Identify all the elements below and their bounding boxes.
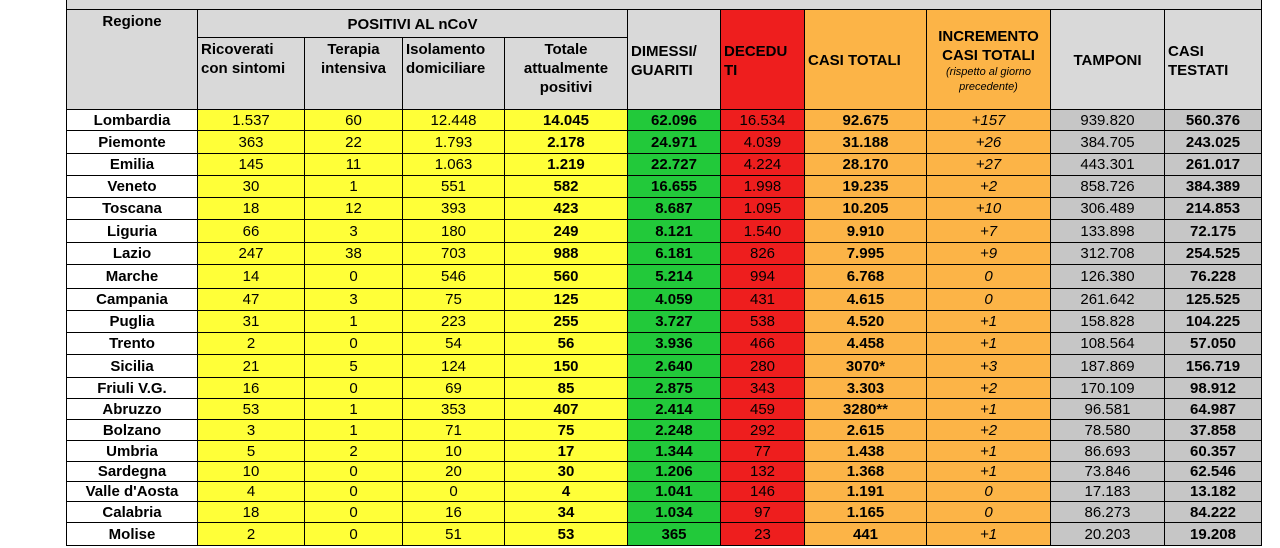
cell-casi-testati: 125.525 <box>1164 288 1262 311</box>
header-ricoverati: Ricoverati con sintomi <box>197 37 305 110</box>
cell-terapia: 5 <box>304 354 403 378</box>
cell-terapia: 2 <box>304 440 403 462</box>
cell-incremento: +27 <box>926 153 1051 176</box>
cell-regione: Molise <box>66 522 198 546</box>
cell-tamponi: 187.869 <box>1050 354 1165 378</box>
cell-ricoverati: 16 <box>197 377 305 399</box>
cell-casi-totali: 1.191 <box>804 481 927 502</box>
cell-isolamento: 353 <box>402 398 505 420</box>
cell-casi-totali: 3070* <box>804 354 927 378</box>
cell-ricoverati: 2 <box>197 332 305 355</box>
cell-regione: Trento <box>66 332 198 355</box>
cell-tamponi: 384.705 <box>1050 130 1165 154</box>
cell-incremento: 0 <box>926 288 1051 311</box>
cell-incremento: 0 <box>926 481 1051 502</box>
cell-dimessi: 3.936 <box>627 332 721 355</box>
cell-totale: 249 <box>504 219 628 243</box>
cell-casi-testati: 57.050 <box>1164 332 1262 355</box>
cell-regione: Lombardia <box>66 109 198 131</box>
cell-incremento: +2 <box>926 175 1051 198</box>
header-dimessi: DIMESSI/ GUARITI <box>627 9 721 110</box>
cell-isolamento: 1.793 <box>402 130 505 154</box>
cell-terapia: 60 <box>304 109 403 131</box>
cell-casi-totali: 4.615 <box>804 288 927 311</box>
header-regione: Regione <box>66 9 198 110</box>
cell-dimessi: 8.687 <box>627 197 721 220</box>
cell-casi-testati: 156.719 <box>1164 354 1262 378</box>
cell-casi-totali: 9.910 <box>804 219 927 243</box>
cell-totale: 2.178 <box>504 130 628 154</box>
cell-casi-testati: 13.182 <box>1164 481 1262 502</box>
cell-regione: Toscana <box>66 197 198 220</box>
cell-casi-totali: 28.170 <box>804 153 927 176</box>
cell-tamponi: 261.642 <box>1050 288 1165 311</box>
cell-terapia: 1 <box>304 175 403 198</box>
cell-terapia: 0 <box>304 461 403 482</box>
cell-dimessi: 24.971 <box>627 130 721 154</box>
cell-incremento: +9 <box>926 242 1051 265</box>
cell-tamponi: 126.380 <box>1050 264 1165 289</box>
cell-regione: Friuli V.G. <box>66 377 198 399</box>
cell-dimessi: 16.655 <box>627 175 721 198</box>
cell-deceduti: 4.224 <box>720 153 805 176</box>
header-incremento <box>926 9 1051 110</box>
cell-totale: 423 <box>504 197 628 220</box>
cell-deceduti: 146 <box>720 481 805 502</box>
cell-dimessi: 1.344 <box>627 440 721 462</box>
cell-casi-totali: 4.520 <box>804 310 927 333</box>
cell-incremento: +1 <box>926 440 1051 462</box>
cell-isolamento: 20 <box>402 461 505 482</box>
cell-deceduti: 538 <box>720 310 805 333</box>
cell-dimessi: 1.034 <box>627 501 721 523</box>
cell-dimessi: 8.121 <box>627 219 721 243</box>
cell-casi-testati: 560.376 <box>1164 109 1262 131</box>
cell-incremento: +1 <box>926 332 1051 355</box>
cell-tamponi: 17.183 <box>1050 481 1165 502</box>
cell-tamponi: 858.726 <box>1050 175 1165 198</box>
cell-ricoverati: 14 <box>197 264 305 289</box>
cell-isolamento: 703 <box>402 242 505 265</box>
cell-dimessi: 4.059 <box>627 288 721 311</box>
cell-incremento: 0 <box>926 501 1051 523</box>
cell-ricoverati: 66 <box>197 219 305 243</box>
cell-casi-totali: 4.458 <box>804 332 927 355</box>
cell-regione: Veneto <box>66 175 198 198</box>
cell-terapia: 0 <box>304 522 403 546</box>
cell-incremento: +1 <box>926 522 1051 546</box>
cell-incremento: +7 <box>926 219 1051 243</box>
cell-deceduti: 431 <box>720 288 805 311</box>
cell-dimessi: 22.727 <box>627 153 721 176</box>
cell-casi-testati: 62.546 <box>1164 461 1262 482</box>
cell-tamponi: 96.581 <box>1050 398 1165 420</box>
cell-terapia: 12 <box>304 197 403 220</box>
cell-casi-testati: 72.175 <box>1164 219 1262 243</box>
cell-casi-totali: 1.165 <box>804 501 927 523</box>
cell-incremento: +1 <box>926 310 1051 333</box>
cell-isolamento: 551 <box>402 175 505 198</box>
cell-isolamento: 51 <box>402 522 505 546</box>
cell-dimessi: 2.640 <box>627 354 721 378</box>
cell-deceduti: 77 <box>720 440 805 462</box>
cell-terapia: 0 <box>304 332 403 355</box>
cell-isolamento: 0 <box>402 481 505 502</box>
cell-tamponi: 86.273 <box>1050 501 1165 523</box>
header-incremento-label: INCREMENTO CASI TOTALI <box>938 27 1039 64</box>
cell-totale: 85 <box>504 377 628 399</box>
cell-tamponi: 133.898 <box>1050 219 1165 243</box>
cell-casi-testati: 261.017 <box>1164 153 1262 176</box>
cell-totale: 150 <box>504 354 628 378</box>
cell-tamponi: 312.708 <box>1050 242 1165 265</box>
cell-casi-totali: 3280** <box>804 398 927 420</box>
cell-incremento: +26 <box>926 130 1051 154</box>
cell-deceduti: 1.998 <box>720 175 805 198</box>
cell-isolamento: 10 <box>402 440 505 462</box>
cell-isolamento: 1.063 <box>402 153 505 176</box>
cell-ricoverati: 21 <box>197 354 305 378</box>
cell-regione: Calabria <box>66 501 198 523</box>
cell-tamponi: 158.828 <box>1050 310 1165 333</box>
cell-isolamento: 69 <box>402 377 505 399</box>
cell-casi-totali: 10.205 <box>804 197 927 220</box>
cell-totale: 4 <box>504 481 628 502</box>
cell-terapia: 3 <box>304 288 403 311</box>
cell-deceduti: 459 <box>720 398 805 420</box>
cell-terapia: 0 <box>304 377 403 399</box>
cell-dimessi: 2.875 <box>627 377 721 399</box>
header-casi-totali: CASI TOTALI <box>804 9 927 110</box>
cell-tamponi: 86.693 <box>1050 440 1165 462</box>
cell-dimessi: 5.214 <box>627 264 721 289</box>
cell-isolamento: 180 <box>402 219 505 243</box>
header-casi-testati: CASI TESTATI <box>1164 9 1262 110</box>
cell-incremento: +2 <box>926 419 1051 441</box>
header-isolamento: Isolamento domiciliare <box>402 37 505 110</box>
cell-dimessi: 6.181 <box>627 242 721 265</box>
cell-isolamento: 12.448 <box>402 109 505 131</box>
cell-regione: Lazio <box>66 242 198 265</box>
cell-casi-testati: 76.228 <box>1164 264 1262 289</box>
cell-totale: 582 <box>504 175 628 198</box>
cell-casi-testati: 214.853 <box>1164 197 1262 220</box>
cell-totale: 125 <box>504 288 628 311</box>
header-deceduti: DECEDU TI <box>720 9 805 110</box>
cell-tamponi: 170.109 <box>1050 377 1165 399</box>
cell-terapia: 11 <box>304 153 403 176</box>
cell-totale: 407 <box>504 398 628 420</box>
cell-deceduti: 994 <box>720 264 805 289</box>
cell-dimessi: 2.414 <box>627 398 721 420</box>
cell-deceduti: 23 <box>720 522 805 546</box>
cell-deceduti: 466 <box>720 332 805 355</box>
cell-casi-testati: 64.987 <box>1164 398 1262 420</box>
cell-totale: 56 <box>504 332 628 355</box>
header-tamponi: TAMPONI <box>1050 9 1165 110</box>
cell-ricoverati: 53 <box>197 398 305 420</box>
cell-casi-totali: 1.368 <box>804 461 927 482</box>
cell-isolamento: 54 <box>402 332 505 355</box>
cell-terapia: 1 <box>304 310 403 333</box>
cell-dimessi: 365 <box>627 522 721 546</box>
cell-tamponi: 73.846 <box>1050 461 1165 482</box>
cell-ricoverati: 31 <box>197 310 305 333</box>
cell-regione: Liguria <box>66 219 198 243</box>
cell-regione: Sardegna <box>66 461 198 482</box>
cell-incremento: +3 <box>926 354 1051 378</box>
cell-regione: Puglia <box>66 310 198 333</box>
cell-deceduti: 1.095 <box>720 197 805 220</box>
cell-terapia: 3 <box>304 219 403 243</box>
cell-regione: Marche <box>66 264 198 289</box>
cell-totale: 34 <box>504 501 628 523</box>
cell-totale: 560 <box>504 264 628 289</box>
cell-casi-testati: 384.389 <box>1164 175 1262 198</box>
cell-dimessi: 1.041 <box>627 481 721 502</box>
cell-casi-totali: 6.768 <box>804 264 927 289</box>
cell-casi-totali: 7.995 <box>804 242 927 265</box>
cell-isolamento: 223 <box>402 310 505 333</box>
cell-deceduti: 343 <box>720 377 805 399</box>
header-positivi-group: POSITIVI AL nCoV <box>197 9 628 38</box>
cell-casi-totali: 1.438 <box>804 440 927 462</box>
cell-deceduti: 1.540 <box>720 219 805 243</box>
cell-dimessi: 1.206 <box>627 461 721 482</box>
cell-totale: 17 <box>504 440 628 462</box>
cell-regione: Abruzzo <box>66 398 198 420</box>
cell-deceduti: 292 <box>720 419 805 441</box>
cell-terapia: 22 <box>304 130 403 154</box>
cell-ricoverati: 47 <box>197 288 305 311</box>
cell-tamponi: 939.820 <box>1050 109 1165 131</box>
cell-dimessi: 3.727 <box>627 310 721 333</box>
cell-ricoverati: 5 <box>197 440 305 462</box>
cell-regione: Piemonte <box>66 130 198 154</box>
cell-incremento: +1 <box>926 461 1051 482</box>
cell-incremento: +10 <box>926 197 1051 220</box>
cell-terapia: 0 <box>304 264 403 289</box>
cell-tamponi: 443.301 <box>1050 153 1165 176</box>
cell-totale: 53 <box>504 522 628 546</box>
header-totale: Totale attualmente positivi <box>504 37 628 110</box>
cell-casi-testati: 98.912 <box>1164 377 1262 399</box>
cell-tamponi: 78.580 <box>1050 419 1165 441</box>
cell-ricoverati: 4 <box>197 481 305 502</box>
cell-isolamento: 71 <box>402 419 505 441</box>
cell-ricoverati: 2 <box>197 522 305 546</box>
cell-ricoverati: 10 <box>197 461 305 482</box>
cell-totale: 255 <box>504 310 628 333</box>
cell-casi-totali: 31.188 <box>804 130 927 154</box>
cell-casi-totali: 2.615 <box>804 419 927 441</box>
cell-dimessi: 62.096 <box>627 109 721 131</box>
cell-isolamento: 75 <box>402 288 505 311</box>
cell-regione: Campania <box>66 288 198 311</box>
cell-deceduti: 280 <box>720 354 805 378</box>
cell-terapia: 38 <box>304 242 403 265</box>
cell-casi-testati: 19.208 <box>1164 522 1262 546</box>
cell-totale: 1.219 <box>504 153 628 176</box>
cell-totale: 14.045 <box>504 109 628 131</box>
cell-casi-testati: 60.357 <box>1164 440 1262 462</box>
cell-regione: Umbria <box>66 440 198 462</box>
cell-isolamento: 546 <box>402 264 505 289</box>
cell-casi-testati: 37.858 <box>1164 419 1262 441</box>
cell-regione: Sicilia <box>66 354 198 378</box>
cell-casi-totali: 92.675 <box>804 109 927 131</box>
cell-ricoverati: 363 <box>197 130 305 154</box>
cell-deceduti: 16.534 <box>720 109 805 131</box>
cell-terapia: 1 <box>304 419 403 441</box>
cell-casi-testati: 104.225 <box>1164 310 1262 333</box>
cell-totale: 30 <box>504 461 628 482</box>
cell-terapia: 1 <box>304 398 403 420</box>
cell-casi-totali: 441 <box>804 522 927 546</box>
cell-casi-totali: 19.235 <box>804 175 927 198</box>
cell-incremento: +2 <box>926 377 1051 399</box>
cell-isolamento: 393 <box>402 197 505 220</box>
cell-terapia: 0 <box>304 481 403 502</box>
cell-incremento: +157 <box>926 109 1051 131</box>
cell-tamponi: 306.489 <box>1050 197 1165 220</box>
cell-incremento: +1 <box>926 398 1051 420</box>
cell-tamponi: 108.564 <box>1050 332 1165 355</box>
cell-terapia: 0 <box>304 501 403 523</box>
cell-ricoverati: 145 <box>197 153 305 176</box>
cell-isolamento: 16 <box>402 501 505 523</box>
cell-deceduti: 97 <box>720 501 805 523</box>
cell-ricoverati: 30 <box>197 175 305 198</box>
header-terapia: Terapia intensiva <box>304 37 403 110</box>
cell-ricoverati: 1.537 <box>197 109 305 131</box>
cell-tamponi: 20.203 <box>1050 522 1165 546</box>
cell-regione: Bolzano <box>66 419 198 441</box>
cell-dimessi: 2.248 <box>627 419 721 441</box>
cell-isolamento: 124 <box>402 354 505 378</box>
cell-regione: Valle d'Aosta <box>66 481 198 502</box>
cell-casi-testati: 243.025 <box>1164 130 1262 154</box>
cell-deceduti: 826 <box>720 242 805 265</box>
header-incremento-note: (rispetto al giorno precedente) <box>946 65 1031 93</box>
cell-casi-totali: 3.303 <box>804 377 927 399</box>
cell-ricoverati: 3 <box>197 419 305 441</box>
cell-ricoverati: 18 <box>197 501 305 523</box>
cell-regione: Emilia <box>66 153 198 176</box>
cell-incremento: 0 <box>926 264 1051 289</box>
cell-casi-testati: 254.525 <box>1164 242 1262 265</box>
cell-ricoverati: 247 <box>197 242 305 265</box>
cell-casi-testati: 84.222 <box>1164 501 1262 523</box>
cell-deceduti: 132 <box>720 461 805 482</box>
cell-ricoverati: 18 <box>197 197 305 220</box>
cell-deceduti: 4.039 <box>720 130 805 154</box>
cell-totale: 988 <box>504 242 628 265</box>
cell-totale: 75 <box>504 419 628 441</box>
